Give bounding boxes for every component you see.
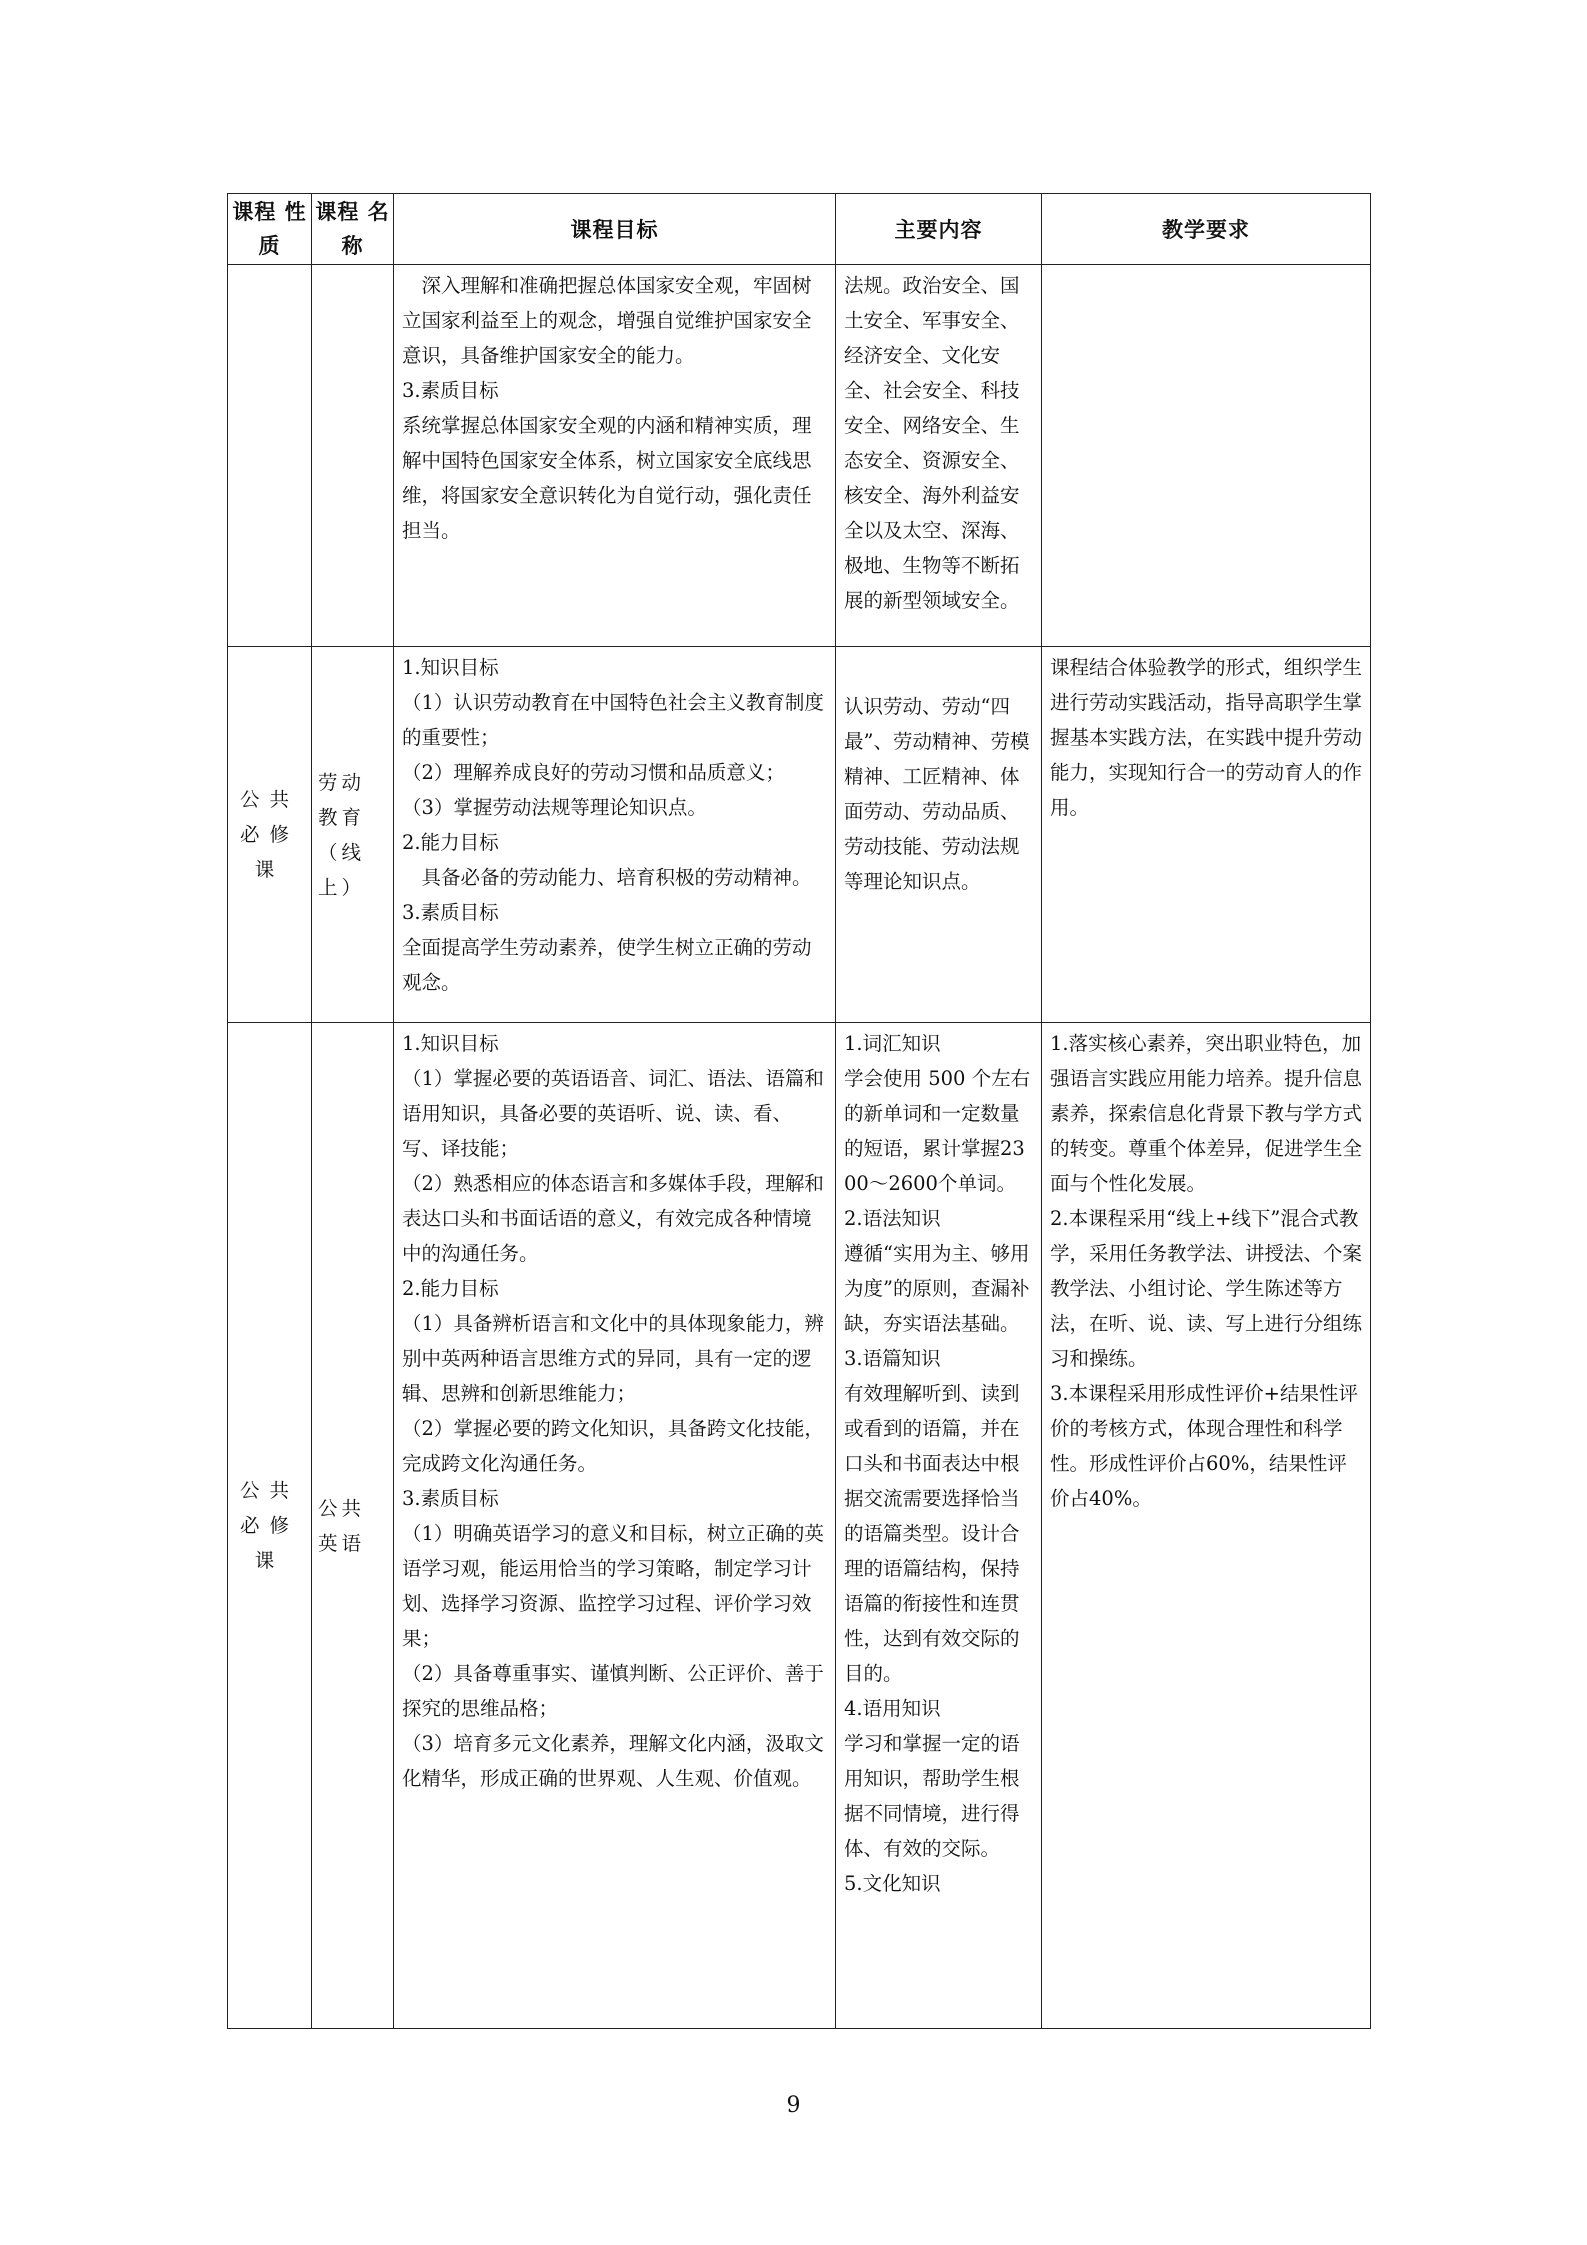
course-type-cell: 公共 必修 课 (228, 1023, 312, 2029)
header-course-goal: 课程目标 (394, 194, 836, 265)
course-name-cell: 公共 英语 (312, 1023, 394, 2029)
course-name-cell: 劳动 教育 （线 上） (312, 647, 394, 1023)
teaching-requirement-cell: 课程结合体验教学的形式，组织学生进行劳动实践活动，指导高职学生掌握基本实践方法，在实践中提升劳动能力，实现知行合一的劳动育人的作用。 (1042, 647, 1371, 1023)
page-number: 9 (786, 2093, 801, 2118)
course-goal-cell: 1.知识目标 （1）认识劳动教育在中国特色社会主义教育制度的重要性； （2）理解养成良好的劳动习惯和品质意义； （3）掌握劳动法规等理论知识点。 2.能力目标 具备必备的劳动能力、培育积极的劳动精神。 3.素质目标 全面提高学生劳动素养，使学生树立正确的劳动观念。 (394, 647, 836, 1023)
header-teaching-requirement: 教学要求 (1042, 194, 1371, 265)
main-content-cell: 法规。政治安全、国土安全、军事安全、经济安全、文化安全、社会安全、科技安全、网络安全、生态安全、资源安全、核安全、海外利益安全以及太空、深海、极地、生物等不断拓展的新型领域安全。 (836, 265, 1042, 647)
header-main-content: 主要内容 (836, 194, 1042, 265)
teaching-requirement-cell (1042, 265, 1371, 647)
course-goal-cell: 深入理解和准确把握总体国家安全观，牢固树立国家利益至上的观念，增强自觉维护国家安全意识，具备维护国家安全的能力。 3.素质目标 系统掌握总体国家安全观的内涵和精神实质，理解中国特色国家安全体系，树立国家安全底线思维，将国家安全意识转化为自觉行动，强化责任担当。 (394, 265, 836, 647)
course-goal-cell: 1.知识目标 （1）掌握必要的英语语音、词汇、语法、语篇和语用知识，具备必要的英语听、说、读、看、写、译技能； （2）熟悉相应的体态语言和多媒体手段，理解和表达口头和书面话语的意义，有效完成各种情境中的沟通任务。 2.能力目标 （1）具备辨析语言和文化中的具体现象能力，辨别中英两种语言思维方式的异同，具有一定的逻辑、思辨和创新思维能力； （2）掌握必要的跨文化知识，具备跨文化技能，完成跨文化沟通任务。 3.素质目标 （1）明确英语学习的意义和目标，树立正确的英语学习观，能运用恰当的学习策略，制定学习计划、选择学习资源、监控学习过程、评价学习效果； （2）具备尊重事实、谨慎判断、公正评价、善于探究的思维品格； （3）培育多元文化素养，理解文化内涵，汲取文化精华，形成正确的世界观、人生观、价值观。 (394, 1023, 836, 2029)
header-course-name: 课程 名称 (312, 194, 394, 265)
teaching-requirement-cell: 1.落实核心素养，突出职业特色，加强语言实践应用能力培养。提升信息素养，探索信息化背景下教与学方式的转变。尊重个体差异，促进学生全面与个性化发展。 2.本课程采用“线上+线下”混合式教学，采用任务教学法、讲授法、个案教学法、小组讨论、学生陈述等方法，在听、说、读、写上进行分组练习和操练。 3.本课程采用形成性评价+结果性评价的考核方式，体现合理性和科学性。形成性评价占60%，结果性评价占40%。 (1042, 1023, 1371, 2029)
main-content-cell: 1.词汇知识 学会使用 500 个左右的新单词和一定数量的短语，累计掌握2300～2600个单词。 2.语法知识 遵循“实用为主、够用为度”的原则，查漏补缺，夯实语法基础。 3.语篇知识 有效理解听到、读到或看到的语篇，并在口头和书面表达中根据交流需要选择恰当的语篇类型。设计合理的语篇结构，保持语篇的衔接性和连贯性，达到有效交际的目的。 4.语用知识 学习和掌握一定的语用知识，帮助学生根据不同情境，进行得体、有效的交际。 5.文化知识 (836, 1023, 1042, 2029)
course-type-cell: 公共 必修 课 (228, 647, 312, 1023)
main-content-cell: 认识劳动、劳动“四最”、劳动精神、劳模精神、工匠精神、体面劳动、劳动品质、劳动技能、劳动法规等理论知识点。 (836, 647, 1042, 1023)
course-table (227, 193, 1371, 2029)
header-course-type: 课程 性质 (228, 194, 312, 265)
table-row (228, 647, 1371, 1023)
table-header-row (228, 194, 1371, 265)
course-name-cell (312, 265, 394, 647)
table-row (228, 1023, 1371, 2029)
course-type-cell (228, 265, 312, 647)
table-row (228, 265, 1371, 647)
